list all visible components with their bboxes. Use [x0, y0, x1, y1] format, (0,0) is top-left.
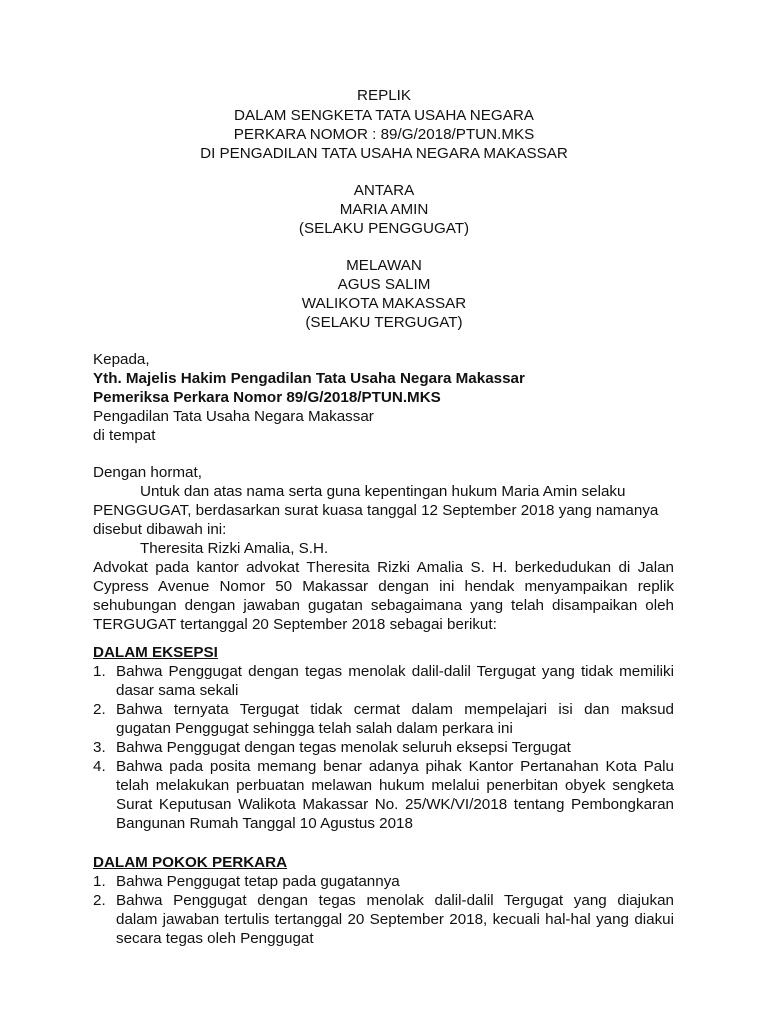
addressee-place: di tempat	[93, 427, 156, 444]
item-line: Bahwa Penggugat dengan tegas menolak seluruh eksepsi Tergugat	[116, 739, 571, 756]
defendant-name: AGUS SALIM	[337, 276, 431, 293]
melawan-label: MELAWAN	[346, 257, 422, 274]
case-number: PERKARA NOMOR : 89/G/2018/PTUN.MKS	[233, 126, 535, 143]
document-title: REPLIK	[356, 87, 412, 104]
item-line: Bahwa pada posita memang benar adanya pihak Kantor Pertanahan Kota Palu	[116, 758, 674, 775]
item-line: Bahwa ternyata Tergugat tidak cermat dalam mempelajari isi dan maksud	[116, 701, 674, 718]
counsel-line-2: Cypress Avenue Nomor 50 Makassar dengan ini hendak menyampaikan replik	[93, 578, 674, 595]
eksepsi-item	[116, 757, 674, 833]
item-line: gugatan Penggugat sehingga telah salah dalam perkara ini	[116, 720, 513, 737]
item-line: secara tegas oleh Penggugat	[116, 930, 314, 947]
defendant-role: (SELAKU TERGUGAT)	[305, 314, 463, 331]
pokok-item	[116, 891, 674, 948]
counsel-name: Theresita Rizki Amalia, S.H.	[140, 540, 329, 557]
eksepsi-item	[116, 700, 674, 738]
item-line: Bahwa Penggugat dengan tegas menolak dalil-dalil Tergugat yang diajukan	[116, 892, 674, 909]
pokok-item-number: 1.	[93, 873, 106, 890]
pokok-perkara-heading: DALAM POKOK PERKARA	[93, 854, 288, 871]
intro-line-2: PENGGUGAT, berdasarkan surat kuasa tanggal 12 September 2018 yang namanya	[93, 502, 659, 519]
counsel-line-3: sehubungan dengan jawaban gugatan sebagaimana yang telah disampaikan oleh	[93, 597, 674, 614]
counsel-line-1: Advokat pada kantor advokat Theresita Rizki Amalia S. H. berkedudukan di Jalan	[93, 559, 674, 576]
item-line: Bangunan Rumah Tanggal 10 Agustus 2018	[116, 815, 413, 832]
antara-label: ANTARA	[353, 182, 415, 199]
eksepsi-item	[116, 662, 674, 700]
item-line: dasar sama sekali	[116, 682, 239, 699]
eksepsi-item-number: 3.	[93, 739, 106, 756]
plaintiff-name: MARIA AMIN	[339, 201, 429, 218]
court-name: DI PENGADILAN TATA USAHA NEGARA MAKASSAR	[200, 145, 568, 162]
addressee-court: Pengadilan Tata Usaha Negara Makassar	[93, 408, 374, 425]
item-line: dalam jawaban tertulis tertanggal 20 September 2018, kecuali hal-hal yang diakui	[116, 911, 674, 928]
salutation: Dengan hormat,	[93, 464, 202, 481]
item-line: telah melakukan perbuatan melawan hukum melalui penerbitan obyek sengketa	[116, 777, 674, 794]
addressee-case: Pemeriksa Perkara Nomor 89/G/2018/PTUN.MKS	[93, 389, 441, 406]
item-line: Bahwa Penggugat dengan tegas menolak dalil-dalil Tergugat yang tidak memiliki	[116, 663, 674, 680]
item-line: Surat Keputusan Walikota Makassar No. 25/WK/VI/2018 tentang Pembongkaran	[116, 796, 674, 813]
addressee-judges: Yth. Majelis Hakim Pengadilan Tata Usaha Negara Makassar	[93, 370, 525, 387]
counsel-line-4: TERGUGAT tertanggal 20 September 2018 sebagai berikut:	[93, 616, 497, 633]
eksepsi-item	[116, 738, 674, 757]
defendant-title: WALIKOTA MAKASSAR	[301, 295, 467, 312]
intro-line-3: disebut dibawah ini:	[93, 521, 227, 538]
eksepsi-item-number: 1.	[93, 663, 106, 680]
kepada-label: Kepada,	[93, 351, 150, 368]
dispute-type: DALAM SENGKETA TATA USAHA NEGARA	[234, 107, 534, 124]
plaintiff-role: (SELAKU PENGGUGAT)	[298, 220, 470, 237]
item-line: Bahwa Penggugat tetap pada gugatannya	[116, 873, 400, 890]
pokok-item-number: 2.	[93, 892, 106, 909]
intro-line-1: Untuk dan atas nama serta guna kepentingan hukum Maria Amin selaku	[140, 483, 626, 500]
eksepsi-item-number: 4.	[93, 758, 106, 775]
pokok-item	[116, 872, 674, 891]
eksepsi-heading: DALAM EKSEPSI	[93, 644, 218, 661]
eksepsi-item-number: 2.	[93, 701, 106, 718]
